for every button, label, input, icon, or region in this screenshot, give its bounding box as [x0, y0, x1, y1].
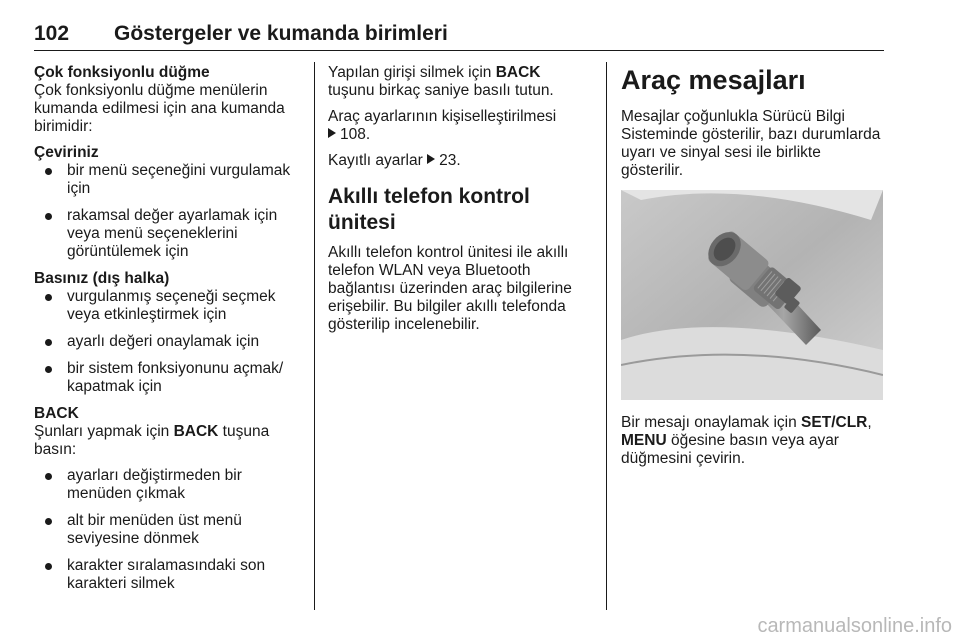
multifunction-knob-heading: Çok fonksiyonlu düğme — [34, 64, 210, 81]
vehicle-messages-heading: Araç mesajları — [621, 65, 806, 95]
column-divider-2 — [606, 62, 607, 610]
saved-settings-text: Kayıtlı ayarlar 23. — [328, 152, 461, 169]
press-list — [34, 288, 302, 396]
personalization-text: Araç ayarlarının kişiselleştirilmesi 108. — [328, 108, 557, 143]
back-intro: Şunları yapmak için BACK tuşuna basın: — [34, 423, 270, 458]
turn-signal-lever-photo — [621, 190, 883, 400]
delete-entry-text: Yapılan girişi silmek için BACK tuşunu birkaç saniye basılı tutun. — [328, 64, 554, 99]
page-reference-icon — [328, 128, 336, 138]
vehicle-messages-intro: Mesajlar çoğunlukla Sürücü Bilgi Sisteminde gösterilir, bazı durumlarda uyarı ve sinyal sesi ile birlikte gösterilir. — [621, 108, 881, 179]
confirm-message-text: Bir mesajı onaylamak için SET/CLR, MENU öğesine basın veya ayar düğmesini çevirin. — [621, 414, 872, 467]
list-item: rakamsal değer ayarlamak için veya menü seçeneklerini görüntülemek için — [34, 207, 302, 261]
press-heading: Basınız (dış halka) — [34, 270, 170, 287]
list-item: ayarlı değeri onaylamak için — [34, 333, 302, 351]
list-item: ayarları değiştirmeden bir menüden çıkmak — [34, 467, 302, 503]
page-title: Göstergeler ve kumanda birimleri — [114, 22, 448, 45]
turn-list — [34, 162, 302, 261]
back-list — [34, 467, 302, 593]
turn-heading: Çeviriniz — [34, 144, 99, 161]
back-heading: BACK — [34, 405, 79, 422]
list-item: alt bir menüden üst menü seviyesine dönmek — [34, 512, 302, 548]
multifunction-knob-intro: Çok fonksiyonlu düğme menülerin kumanda edilmesi için ana kumanda birimidir: — [34, 82, 285, 135]
page-reference-icon — [427, 154, 435, 164]
list-item: karakter sıralamasındaki son karakteri silmek — [34, 557, 302, 593]
column-left — [34, 64, 302, 602]
saved-settings-page-ref[interactable]: 23. — [439, 152, 461, 169]
watermark: carmanualsonline.info — [757, 615, 952, 637]
personalization-page-ref[interactable]: 108. — [340, 126, 371, 143]
list-item: bir sistem fonksiyonunu açmak/ kapatmak için — [34, 360, 302, 396]
list-item: bir menü seçeneğini vurgulamak için — [34, 162, 302, 198]
column-middle — [328, 64, 590, 342]
smartphone-text: Akıllı telefon kontrol ünitesi ile akıllı telefon WLAN veya Bluetooth bağlantısı üzerinden araç bilgilerine erişebilir. Bu bilgiler akıllı telefonda gösterilip incelenebilir. — [328, 244, 572, 333]
list-item: vurgulanmış seçeneği seçmek veya etkinleştirmek için — [34, 288, 302, 324]
page-header — [34, 22, 884, 51]
column-right — [621, 64, 887, 476]
column-divider-1 — [314, 62, 315, 610]
smartphone-heading: Akıllı telefon kontrol ünitesi — [328, 185, 530, 234]
page-number: 102 — [34, 22, 70, 45]
